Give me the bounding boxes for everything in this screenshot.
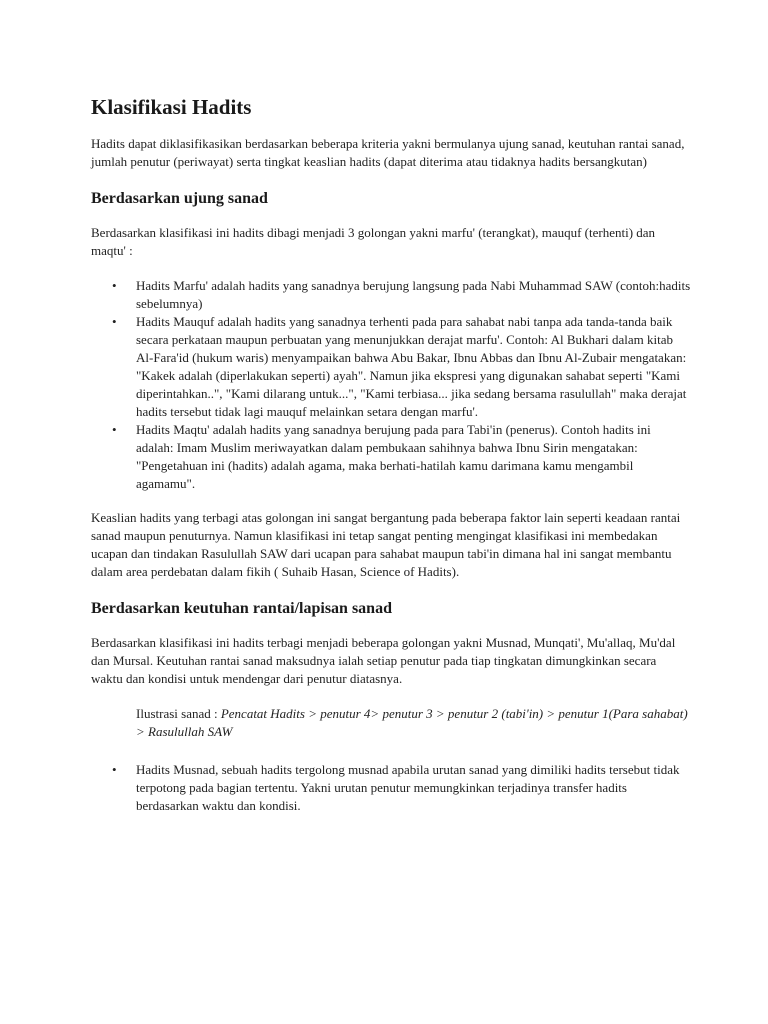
page-title: Klasifikasi Hadits xyxy=(91,95,252,119)
section-heading-keutuhan-sanad: Berdasarkan keutuhan rantai/lapisan sanad xyxy=(91,600,392,617)
list-item-text: Hadits Mauquf adalah hadits yang sanadnya terhenti pada para sahabat nabi tanpa ada tanda-tanda baik secara perkataan maupun perbuatan yang menunjukkan derajat marfu'. Contoh: Al Bukhari dalam kitab Al-Fara'id (hukum waris) menyampaikan bahwa Abu Bakar, Ibnu Abbas dan Ibnu Al-Zubair mengatakan: "Kakek adalah (diperlakukan seperti) ayah". Namun jika ekspresi yang digunakan sahabat seperti "Kami diperintahkan..", "Kami dilarang untuk...", "Kami terbiasa... jika sedang bersama rasulullah" maka derajat hadits tersebut tidak lagi mauquf melainkan setara dengan marfu'. xyxy=(136,314,687,419)
document-page xyxy=(91,93,691,831)
illustration-chain: Pencatat Hadits > penutur 4> penutur 3 > penutur 2 (tabi'in) > penutur 1(Para sahabat) > Rasulullah SAW xyxy=(136,706,688,739)
section2-lead-paragraph: Berdasarkan klasifikasi ini hadits terbagi menjadi beberapa golongan yakni Musnad, Munqati', Mu'allaq, Mu'dal dan Mursal. Keutuhan rantai sanad maksudnya ialah setiap penutur pada tiap tingkatan dimungkinkan secara waktu dan kondisi untuk mendengar dari penutur diatasnya. xyxy=(91,635,676,686)
list-item-text: Hadits Marfu' adalah hadits yang sanadnya berujung langsung pada Nabi Muhammad SAW (contoh:hadits sebelumnya) xyxy=(136,278,691,311)
illustration-label: Ilustrasi sanad : xyxy=(136,706,221,721)
bullet-icon: • xyxy=(112,422,117,437)
list-item-text: Hadits Maqtu' adalah hadits yang sanadnya berujung pada para Tabi'in (penerus). Contoh hadits ini adalah: Imam Muslim meriwayatkan dalam pembukaan sahihnya bahwa Ibnu Sirin mengatakan: "Pengetahuan ini (hadits) adalah agama, maka berhati-hatilah kamu darimana kamu mengambil agamamu". xyxy=(136,422,651,491)
bullet-icon: • xyxy=(112,314,117,329)
illustration-paragraph xyxy=(91,705,691,741)
list-item xyxy=(112,313,691,421)
bullet-icon: • xyxy=(112,278,117,293)
list-item xyxy=(112,421,691,493)
section1-bullet-list xyxy=(91,277,691,493)
list-item xyxy=(112,277,691,313)
section2-bullet-list xyxy=(91,761,691,815)
intro-paragraph: Hadits dapat diklasifikasikan berdasarkan beberapa kriteria yakni bermulanya ujung sanad, keutuhan rantai sanad, jumlah penutur (periwayat) serta tingkat keaslian hadits (dapat diterima atau tidaknya hadits bersangkutan) xyxy=(91,136,685,169)
section1-closing-paragraph: Keaslian hadits yang terbagi atas golongan ini sangat bergantung pada beberapa faktor lain seperti keadaan rantai sanad maupun penuturnya. Namun klasifikasi ini tetap sangat penting mengingat klasifikasi ini membedakan ucapan dan tindakan Rasulullah SAW dari ucapan para sahabat maupun tabi'in dimana hal ini sangat membantu dalam area perdebatan dalam fikih ( Suhaib Hasan, Science of Hadits). xyxy=(91,510,681,579)
bullet-icon: • xyxy=(112,762,117,777)
list-item-text: Hadits Musnad, sebuah hadits tergolong musnad apabila urutan sanad yang dimiliki hadits tersebut tidak terpotong pada bagian tertentu. Yakni urutan penutur memungkinkan terjadinya transfer hadits berdasarkan waktu dan kondisi. xyxy=(136,762,680,813)
section1-lead-paragraph: Berdasarkan klasifikasi ini hadits dibagi menjadi 3 golongan yakni marfu' (terangkat), mauquf (terhenti) dan maqtu' : xyxy=(91,225,656,258)
list-item xyxy=(112,761,691,815)
section-heading-ujung-sanad: Berdasarkan ujung sanad xyxy=(91,190,268,207)
